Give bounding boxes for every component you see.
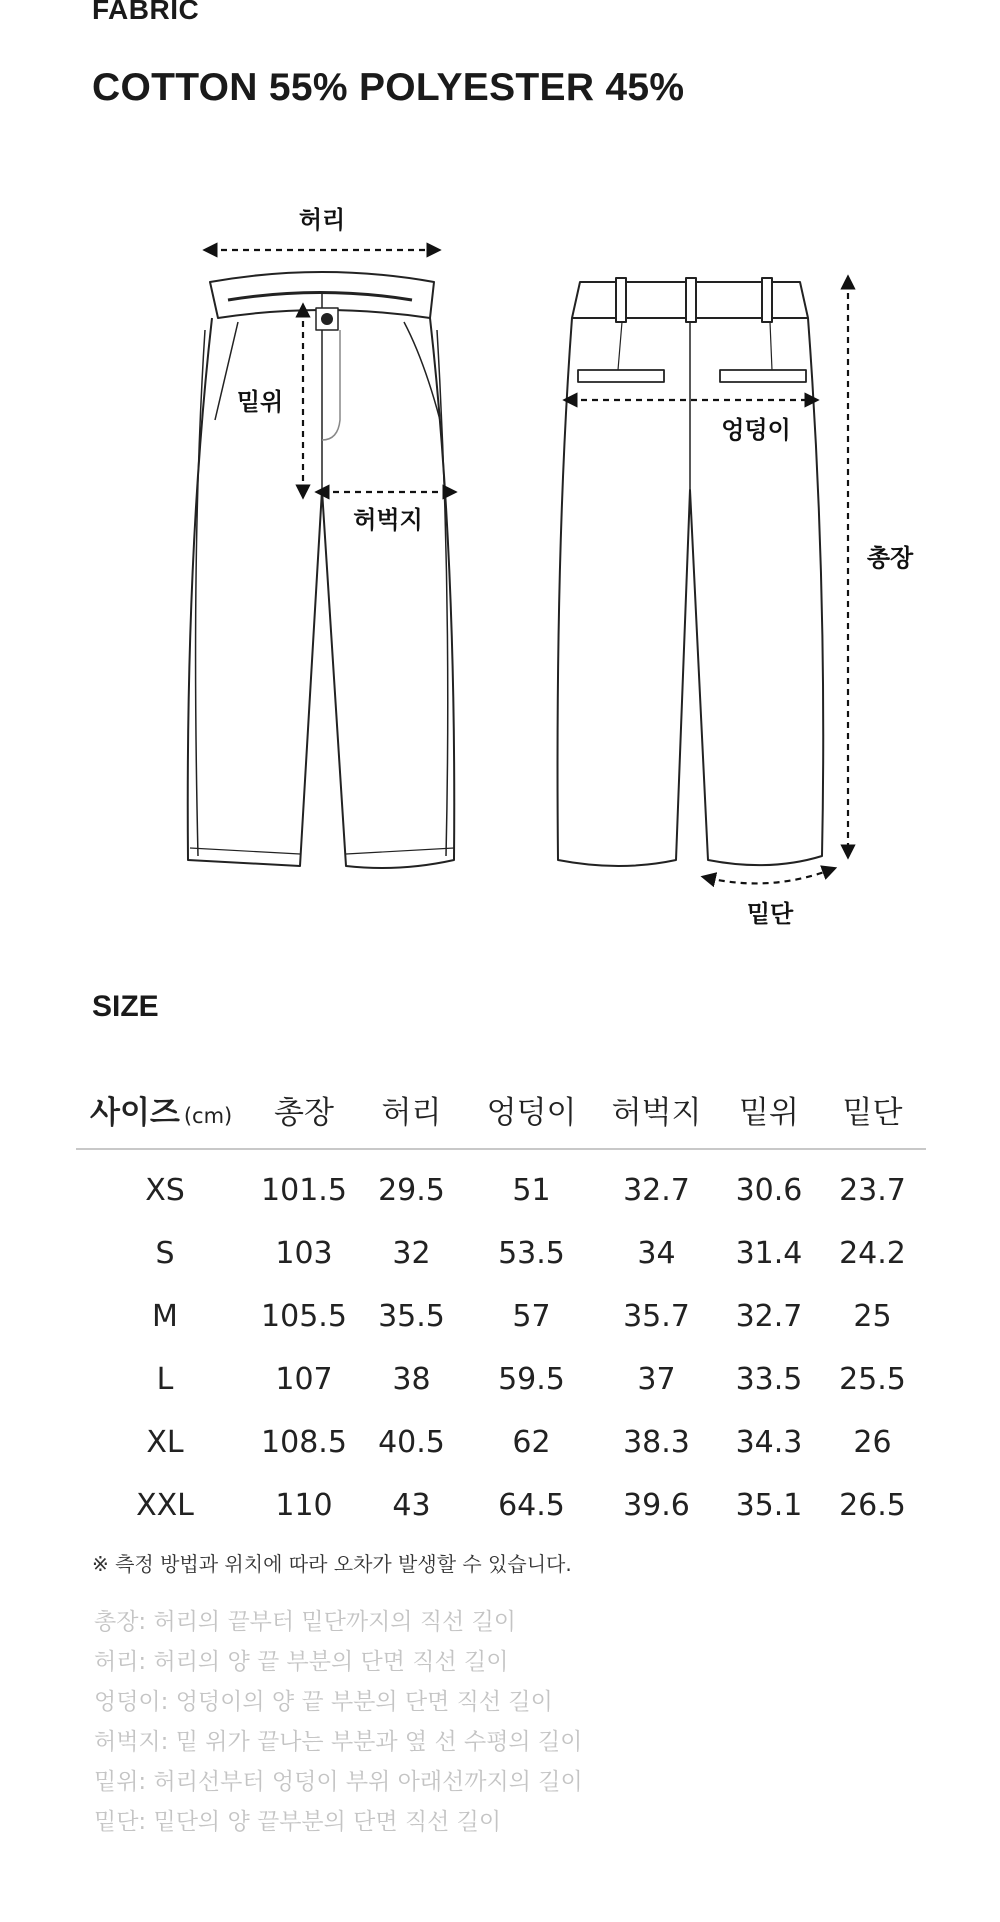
column-header: 허벅지: [594, 1076, 719, 1149]
measurement-definitions: [94, 1602, 583, 1842]
table-cell: 53.5: [498, 1236, 565, 1271]
table-row: [76, 1149, 926, 1222]
table-cell: 39.6: [623, 1488, 690, 1523]
unit-label: (cm): [183, 1103, 233, 1128]
size-column-header: [76, 1076, 254, 1149]
table-cell: 32.7: [623, 1173, 690, 1208]
table-cell: 40.5: [378, 1425, 445, 1460]
label-length: 총장: [866, 544, 914, 572]
definition-item: 총장: 허리의 끝부터 밑단까지의 직선 길이: [94, 1609, 517, 1635]
size-cell: XL: [146, 1425, 184, 1460]
definition-item: 밑단: 밑단의 양 끝부분의 단면 직선 길이: [94, 1809, 502, 1835]
size-cell: L: [156, 1362, 174, 1397]
table-row: [76, 1348, 926, 1411]
table-cell: 32.7: [735, 1299, 803, 1334]
column-header: 밑위: [719, 1076, 819, 1149]
size-table: [76, 1076, 926, 1537]
table-cell: 38.3: [623, 1425, 690, 1460]
table-cell: 34.3: [735, 1425, 803, 1460]
table-row: [76, 1474, 926, 1537]
definition-item: 허리: 허리의 양 끝 부분의 단면 직선 길이: [94, 1649, 509, 1675]
table-cell: 24.2: [839, 1236, 906, 1271]
column-header: 총장: [254, 1076, 354, 1149]
label-waist: 허리: [298, 206, 346, 234]
table-cell: 35.7: [623, 1299, 690, 1334]
table-cell: 25.5: [839, 1362, 906, 1397]
column-header: 엉덩이: [469, 1076, 594, 1149]
table-cell: 38: [392, 1362, 431, 1397]
fabric-composition: COTTON 55% POLYESTER 45%: [92, 66, 685, 109]
pants-front-view: [188, 272, 455, 868]
table-cell: 107: [275, 1362, 333, 1397]
table-cell: 43: [392, 1488, 431, 1523]
table-cell: 35.5: [378, 1299, 445, 1334]
column-header: 허리: [354, 1076, 469, 1149]
table-cell: 110: [275, 1488, 333, 1523]
measurement-note: ※ 측정 방법과 위치에 따라 오차가 발생할 수 있습니다.: [92, 1552, 572, 1576]
size-cell: XXL: [136, 1488, 194, 1523]
fabric-label: FABRIC: [92, 0, 200, 25]
definition-item: 허벅지: 밑 위가 끝나는 부분과 옆 선 수평의 길이: [94, 1729, 583, 1755]
table-cell: 105.5: [261, 1299, 347, 1334]
measurement-arrows: [210, 250, 848, 883]
size-cell: M: [152, 1299, 178, 1334]
pants-back-view: [558, 278, 824, 866]
definition-item: 엉덩이: 엉덩이의 양 끝 부분의 단면 직선 길이: [94, 1689, 553, 1715]
table-cell: 33.5: [735, 1362, 803, 1397]
table-cell: 32: [392, 1236, 431, 1271]
table-cell: 26: [853, 1425, 892, 1460]
size-cell: S: [155, 1236, 175, 1271]
table-cell: 59.5: [498, 1362, 565, 1397]
label-rise: 밑위: [236, 388, 284, 416]
size-header-label: 사이즈: [90, 1094, 180, 1131]
table-cell: 35.1: [735, 1488, 803, 1523]
table-cell: 30.6: [735, 1173, 803, 1208]
definition-item: 밑위: 허리선부터 엉덩이 부위 아래선까지의 길이: [94, 1769, 583, 1795]
table-cell: 25: [853, 1299, 892, 1334]
table-cell: 31.4: [735, 1236, 803, 1271]
table-cell: 37: [637, 1362, 676, 1397]
table-cell: 62: [512, 1425, 551, 1460]
table-row: [76, 1222, 926, 1285]
size-cell: XS: [145, 1173, 185, 1208]
table-cell: 101.5: [261, 1173, 347, 1208]
table-cell: 26.5: [839, 1488, 906, 1523]
table-cell: 51: [512, 1173, 551, 1208]
size-table-header-row: [76, 1076, 926, 1149]
table-cell: 103: [275, 1236, 333, 1271]
table-cell: 23.7: [839, 1173, 906, 1208]
pants-measurement-diagram: [0, 180, 1000, 960]
table-cell: 29.5: [378, 1173, 445, 1208]
label-hip: 엉덩이: [721, 416, 791, 444]
table-cell: 34: [637, 1236, 676, 1271]
size-heading: SIZE: [92, 990, 159, 1023]
table-row: [76, 1285, 926, 1348]
table-row: [76, 1411, 926, 1474]
table-cell: 108.5: [261, 1425, 347, 1460]
label-hem: 밑단: [746, 900, 794, 928]
table-cell: 57: [512, 1299, 551, 1334]
table-cell: 64.5: [498, 1488, 565, 1523]
label-thigh: 허벅지: [353, 506, 423, 534]
column-header: 밑단: [819, 1076, 926, 1149]
